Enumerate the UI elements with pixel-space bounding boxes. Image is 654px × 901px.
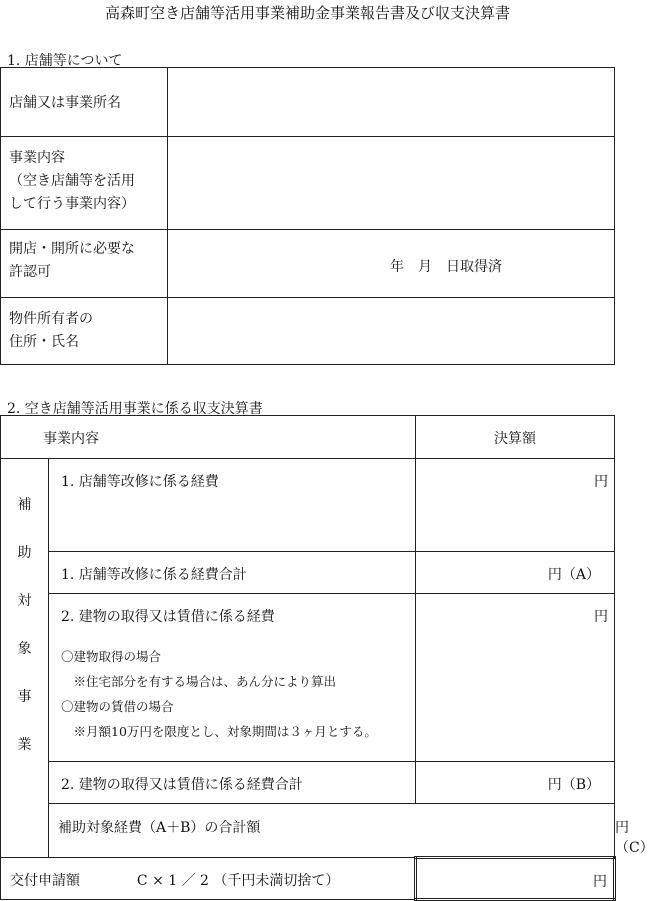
- permit-date-text: 年 月 日取得済: [390, 259, 502, 275]
- business-content-field[interactable]: [168, 137, 615, 230]
- item2-note: ※月額10万円を限度とし、対象期間は３ヶ月とする。: [61, 724, 377, 739]
- grant-label: 交付申請額: [10, 873, 80, 889]
- content-header: 事業内容: [1, 416, 416, 459]
- grant-cell: [1, 858, 416, 900]
- table-row: [1, 298, 615, 365]
- item2-note: ※住宅部分を有する場合は、あん分により算出: [61, 674, 337, 689]
- owner-label: 物件所有者の 住所・氏名: [1, 298, 168, 365]
- sum-label: 補助対象経費（A＋B）の合計額: [49, 804, 615, 858]
- item2-note: 〇建物の賃借の場合: [61, 699, 174, 714]
- budget-table: [0, 415, 654, 901]
- grant-amount-field[interactable]: 円: [416, 858, 615, 900]
- store-info-table: [0, 67, 615, 365]
- owner-field[interactable]: [168, 298, 615, 365]
- item2-total-label: 2. 建物の取得又は賃借に係る経費合計: [49, 762, 416, 804]
- table-row: [1, 762, 615, 804]
- table-row: [1, 416, 615, 459]
- page-title: 高森町空き店舗等活用事業補助金事業報告書及び収支決算書: [104, 4, 510, 22]
- table-row: [1, 594, 615, 762]
- table-row: [1, 68, 615, 137]
- table-row: [1, 858, 615, 900]
- item1-total-field[interactable]: 円（A）: [416, 552, 615, 594]
- item1-amount-field[interactable]: 円: [416, 459, 615, 552]
- item2-label: 2. 建物の取得又は賃借に係る経費: [61, 609, 275, 625]
- item2-cell: [49, 594, 416, 762]
- store-name-field[interactable]: [168, 68, 615, 137]
- item1-label: 1. 店舗等改修に係る経費: [49, 459, 416, 552]
- permit-label: 開店・開所に必要な 許認可: [1, 230, 168, 298]
- subsidy-vertical-label: 補 助 対 象 事 業: [1, 459, 49, 858]
- amount-header: 決算額: [416, 416, 615, 459]
- section2-heading: 2. 空き店舗等活用事業に係る収支決算書: [7, 401, 263, 417]
- item2-note: 〇建物取得の場合: [61, 649, 162, 664]
- store-name-label: 店舗又は事業所名: [1, 68, 168, 137]
- table-row: [1, 552, 615, 594]
- item2-amount-field[interactable]: 円: [416, 594, 615, 762]
- section1-heading: 1. 店舗等について: [7, 53, 123, 69]
- item1-total-label: 1. 店舗等改修に係る経費合計: [49, 552, 416, 594]
- table-row: [1, 230, 615, 298]
- table-row: [1, 459, 615, 552]
- table-row: [1, 137, 615, 230]
- item2-total-field[interactable]: 円（B）: [416, 762, 615, 804]
- permit-field[interactable]: [168, 230, 615, 298]
- business-content-label: 事業内容 （空き店舗等を活用 して行う事業内容）: [1, 137, 168, 230]
- table-row: 補助対象経費（A＋B）の合計額 円（C）: [1, 804, 615, 858]
- grant-formula: C × 1 ／ 2 （千円未満切捨て）: [136, 873, 340, 889]
